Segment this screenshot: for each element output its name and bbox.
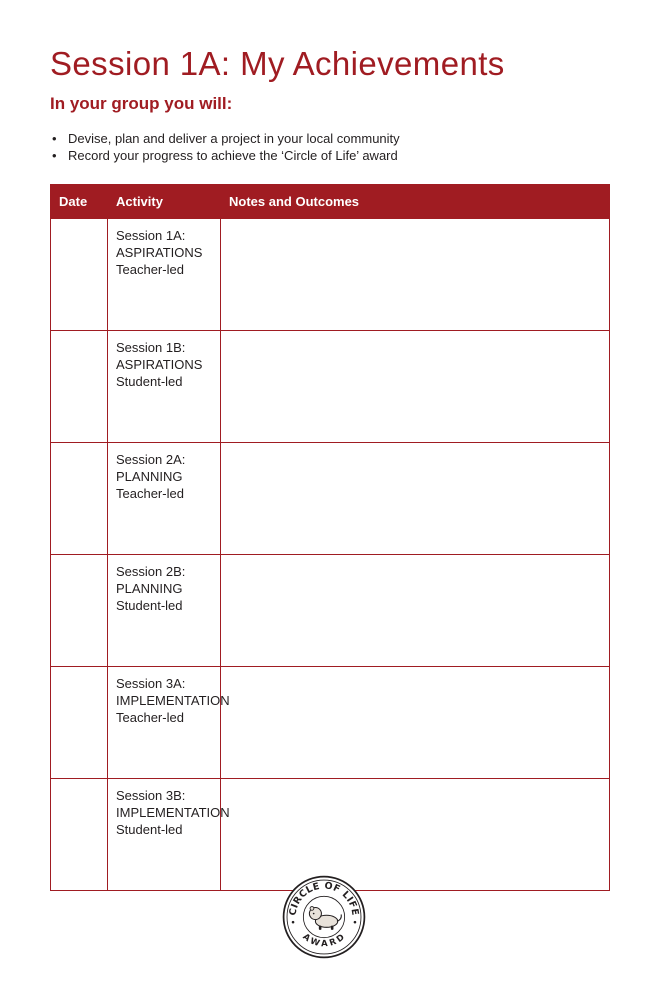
activity-cell: [108, 779, 230, 891]
notes-cell[interactable]: [221, 779, 610, 891]
activity-cell: [108, 443, 221, 555]
header-date: Date: [51, 185, 108, 219]
activity-cell: [108, 667, 230, 779]
activity-session: Session 2B:: [116, 564, 186, 579]
circle-of-life-award-logo: [281, 874, 367, 960]
table-row: [51, 219, 610, 331]
notes-cell[interactable]: [221, 555, 610, 667]
activity-stage: IMPLEMENTATION: [116, 805, 230, 820]
table-header-row: [51, 185, 610, 219]
date-cell[interactable]: [51, 443, 108, 555]
activity-lead: Student-led: [116, 598, 183, 613]
activity-stage: IMPLEMENTATION: [116, 693, 230, 708]
activity-session: Session 2A:: [116, 452, 186, 467]
logo-dot-icon: [292, 921, 295, 924]
activity-stage: PLANNING: [116, 469, 183, 484]
table-row: [51, 667, 610, 779]
logo-bottom-text: AWARD: [300, 932, 348, 950]
activity-lead: Student-led: [116, 822, 183, 837]
section-subtitle: In your group you will:: [50, 94, 233, 113]
table-row: [51, 443, 610, 555]
header-activity: Activity: [108, 185, 221, 219]
activity-stage: ASPIRATIONS: [116, 357, 203, 372]
bullet-icon: •: [52, 148, 57, 163]
activity-lead: Teacher-led: [116, 262, 184, 277]
table-row: [51, 555, 610, 667]
activity-cell: [108, 555, 221, 667]
activity-cell: [108, 331, 221, 443]
date-cell[interactable]: [51, 331, 108, 443]
date-cell[interactable]: [51, 667, 108, 779]
activity-stage: PLANNING: [116, 581, 183, 596]
activity-session: Session 3B:: [116, 788, 186, 803]
date-cell[interactable]: [51, 555, 108, 667]
notes-cell[interactable]: [221, 331, 610, 443]
activity-session: Session 1B:: [116, 340, 186, 355]
notes-cell[interactable]: [221, 219, 610, 331]
objective-text: Devise, plan and deliver a project in your local community: [68, 131, 400, 146]
activity-session: Session 1A:: [116, 228, 186, 243]
objective-text: Record your progress to achieve the ‘Circle of Life’ award: [68, 148, 398, 163]
logo-top-text: CIRCLE OF LIFE: [287, 880, 361, 917]
bullet-icon: •: [52, 131, 57, 146]
table-row: [51, 331, 610, 443]
achievements-table: [50, 184, 610, 891]
objective-item: [50, 147, 400, 164]
activity-lead: Teacher-led: [116, 710, 184, 725]
activity-session: Session 3A:: [116, 676, 186, 691]
activity-lead: Teacher-led: [116, 486, 184, 501]
activity-lead: Student-led: [116, 374, 183, 389]
page-title: Session 1A: My Achievements: [50, 45, 505, 82]
date-cell[interactable]: [51, 779, 108, 891]
activity-cell: [108, 219, 221, 331]
notes-cell[interactable]: [221, 667, 610, 779]
date-cell[interactable]: [51, 219, 108, 331]
objective-item: [50, 130, 400, 147]
activity-stage: ASPIRATIONS: [116, 245, 203, 260]
objectives-list: [50, 130, 400, 164]
header-notes: Notes and Outcomes: [221, 185, 610, 219]
notes-cell[interactable]: [221, 443, 610, 555]
logo-dot-icon: [354, 921, 357, 924]
